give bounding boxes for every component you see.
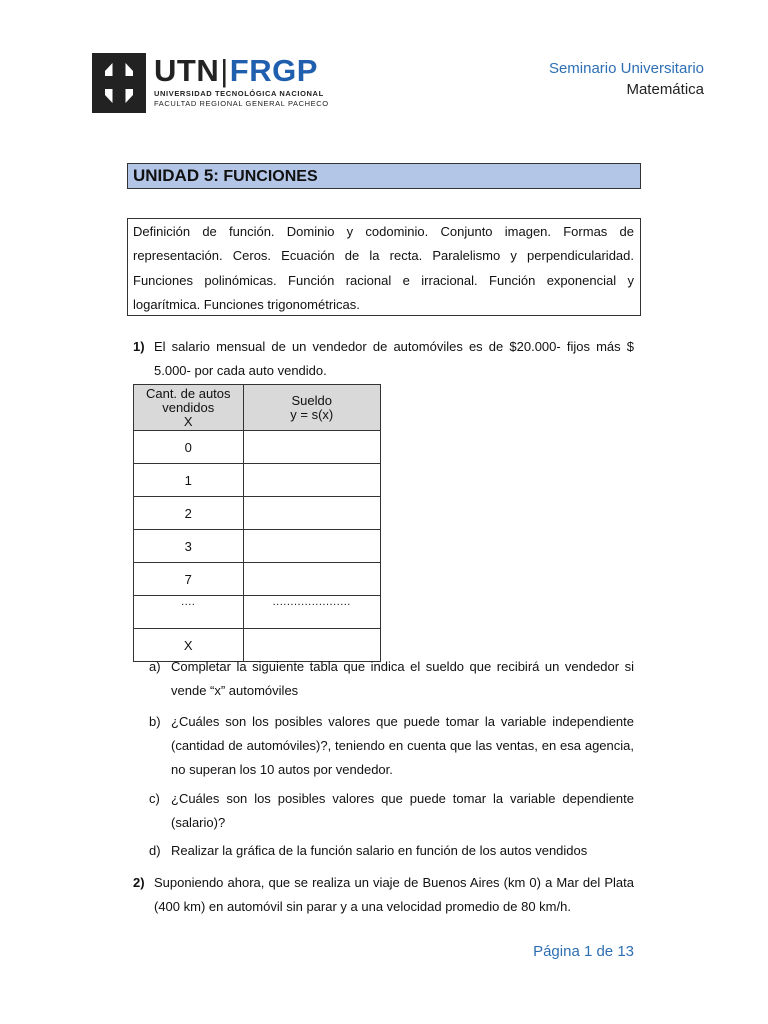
subitem-c-text: ¿Cuáles son los posibles valores que puede tomar la variable dependiente (salario)? <box>171 791 634 830</box>
table-row <box>134 497 381 530</box>
header-salary-line1: Sueldo <box>291 392 332 408</box>
table-cell-y[interactable] <box>243 464 381 497</box>
header-subject: Matemática <box>626 81 704 98</box>
logo-separator: | <box>220 53 229 88</box>
topics-text: Definición de función. Dominio y codominio. Conjunto imagen. Formas de representación. Ceros. Ecuación de la recta. Paralelismo y perpendicularidad. Funciones polinómicas. Función racional e irracional. Función exponencial y logarítmica. Funciones trigonométricas. <box>133 224 634 312</box>
table-row <box>134 530 381 563</box>
table-cell-x: 1 <box>134 464 244 497</box>
table-header-salary <box>243 385 381 431</box>
table-cell-x: X <box>134 629 244 662</box>
question-1-text: El salario mensual de un vendedor de automóviles es de $20.000- fijos más $ 5.000- por cada auto vendido. <box>154 339 634 378</box>
logo-university-name: UNIVERSIDAD TECNOLÓGICA NACIONAL <box>154 89 324 98</box>
table-cell-y[interactable] <box>243 563 381 596</box>
question-1-number: 1) <box>133 339 145 354</box>
table-cell-y[interactable] <box>243 530 381 563</box>
table-header-row <box>134 385 381 431</box>
subitem-d-text: Realizar la gráfica de la función salario en función de los autos vendidos <box>171 843 588 858</box>
page-number: Página 1 de 13 <box>533 943 634 960</box>
subitem-c-letter: c) <box>149 791 160 806</box>
table-row <box>134 596 381 629</box>
table-cell-x: 2 <box>134 497 244 530</box>
logo-frgp-text: FRGP <box>229 53 318 88</box>
logo-wordmark <box>154 54 318 88</box>
salary-table <box>133 384 381 662</box>
table-header-cars <box>134 385 244 431</box>
header-cars-line1: Cant. de autos <box>145 385 231 401</box>
subitem-a-text: Completar la siguiente tabla que indica el sueldo que recibirá un vendedor si vende “x” automóviles <box>171 659 634 698</box>
logo-utn-text: UTN <box>154 53 220 88</box>
logo-faculty-name: FACULTAD REGIONAL GENERAL PACHECO <box>154 99 329 108</box>
table-row <box>134 563 381 596</box>
table-cell-x: 0 <box>134 431 244 464</box>
question-2-text: Suponiendo ahora, que se realiza un viaje de Buenos Aires (km 0) a Mar del Plata (400 km) en automóvil sin parar y a una velocidad promedio de 80 km/h. <box>154 875 634 914</box>
subitem-a-letter: a) <box>149 659 161 674</box>
header-seminar: Seminario Universitario <box>548 60 704 77</box>
question-2-number: 2) <box>133 875 145 890</box>
subitem-b-letter: b) <box>149 714 161 729</box>
table-row <box>134 464 381 497</box>
table-cell-y[interactable] <box>243 431 381 464</box>
table-cell-y[interactable] <box>243 497 381 530</box>
table-cell-y[interactable]: ...................... <box>243 596 381 629</box>
header-cars-line3: X <box>183 413 193 429</box>
unit-title <box>133 166 318 186</box>
unit-label: UNIDAD 5: <box>133 166 219 185</box>
subitem-b-text: ¿Cuáles son los posibles valores que puede tomar la variable independiente (cantidad de automóviles)?, teniendo en cuenta que las ventas, en esa agencia, no superan los 10 autos por vendedor. <box>171 714 634 777</box>
table-row <box>134 431 381 464</box>
utn-logo-icon <box>92 53 146 113</box>
header-cars-line2: vendidos <box>162 399 215 415</box>
unit-name: FUNCIONES <box>223 168 318 185</box>
subitem-d-letter: d) <box>149 843 161 858</box>
header-salary-line2: y = s(x) <box>290 406 334 422</box>
table-cell-x: 3 <box>134 530 244 563</box>
table-cell-x: .... <box>134 596 244 629</box>
table-cell-x: 7 <box>134 563 244 596</box>
